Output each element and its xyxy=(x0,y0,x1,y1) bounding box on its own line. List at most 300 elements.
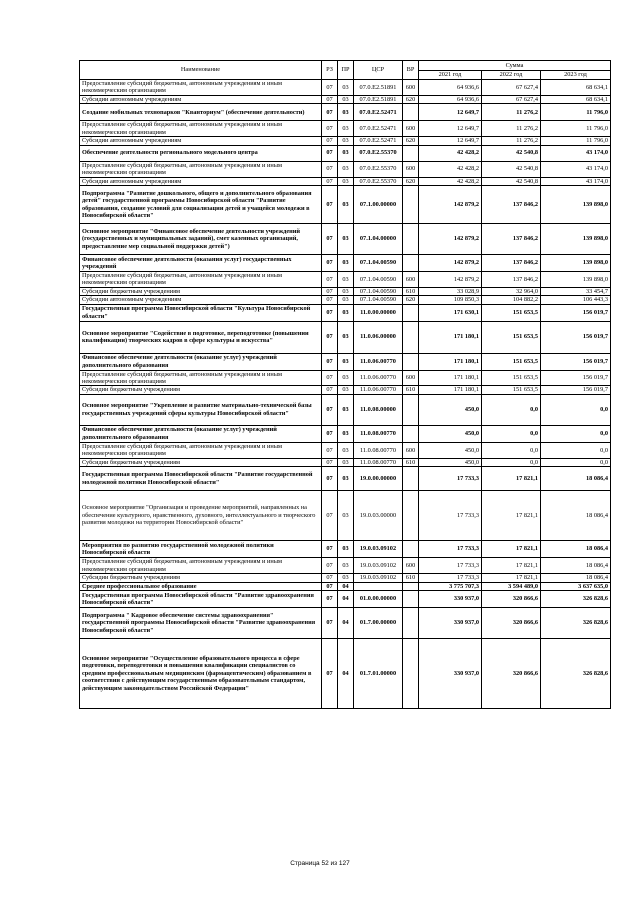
cell-rz: 07 xyxy=(322,574,338,582)
cell-csr: 19.0.03.09102 xyxy=(354,558,403,574)
cell-vr xyxy=(403,541,419,558)
cell-name: Субсидии бюджетным учреждениям xyxy=(80,574,322,582)
cell-pr: 03 xyxy=(338,296,354,304)
cell-csr: 07.1.00.00000 xyxy=(354,186,403,224)
header-name: Наименование xyxy=(80,61,322,80)
cell-2022: 11 276,2 xyxy=(482,121,541,137)
cell-rz: 07 xyxy=(322,321,338,353)
cell-pr: 03 xyxy=(338,161,354,177)
cell-pr: 03 xyxy=(338,386,354,394)
cell-csr: 01.0.00.00000 xyxy=(354,590,403,607)
cell-name: Предоставление субсидий бюджетным, автономным учреждениям и иным некоммерческим организациям xyxy=(80,272,322,288)
cell-csr: 07.1.04.00000 xyxy=(354,224,403,255)
cell-rz: 07 xyxy=(322,442,338,458)
cell-name: Субсидии автономным учреждениям xyxy=(80,137,322,145)
cell-rz: 07 xyxy=(322,137,338,145)
cell-csr: 19.0.03.09102 xyxy=(354,574,403,582)
table-row xyxy=(80,607,611,638)
cell-2023: 43 174,0 xyxy=(541,177,611,185)
cell-vr xyxy=(403,145,419,161)
cell-2022: 67 627,4 xyxy=(482,95,541,103)
cell-2021: 142 879,2 xyxy=(419,255,482,272)
cell-2022: 17 821,1 xyxy=(482,541,541,558)
cell-name: Субсидии автономным учреждениям xyxy=(80,95,322,103)
cell-2023: 156 019,7 xyxy=(541,386,611,394)
cell-2022: 0,0 xyxy=(482,442,541,458)
cell-2022: 67 627,4 xyxy=(482,80,541,96)
cell-csr: 07.0.E2.55370 xyxy=(354,145,403,161)
cell-vr xyxy=(403,304,419,321)
cell-csr: 19.0.03.00000 xyxy=(354,491,403,541)
cell-pr: 03 xyxy=(338,442,354,458)
cell-2023: 11 796,0 xyxy=(541,137,611,145)
cell-2023: 0,0 xyxy=(541,394,611,425)
cell-2021: 450,0 xyxy=(419,425,482,442)
table-row xyxy=(80,80,611,96)
cell-csr: 07.0.E2.52471 xyxy=(354,104,403,121)
cell-2023: 68 634,1 xyxy=(541,80,611,96)
table-row xyxy=(80,95,611,103)
cell-2022: 17 821,1 xyxy=(482,491,541,541)
cell-2021: 109 850,3 xyxy=(419,296,482,304)
table-row xyxy=(80,386,611,394)
table-row xyxy=(80,541,611,558)
cell-name: Субсидии бюджетным учреждениям xyxy=(80,386,322,394)
cell-2021: 12 649,7 xyxy=(419,137,482,145)
cell-2022: 151 653,5 xyxy=(482,304,541,321)
cell-name: Мероприятия по развитию государственной молодежной политики Новосибирской области xyxy=(80,541,322,558)
table-row xyxy=(80,370,611,386)
cell-name: Предоставление субсидий бюджетным, автономным учреждениям и иным некоммерческим организациям xyxy=(80,442,322,458)
cell-name: Государственная программа Новосибирской области "Развитие здравоохранения Новосибирской области" xyxy=(80,590,322,607)
cell-rz: 07 xyxy=(322,590,338,607)
header-rz: РЗ xyxy=(322,61,338,80)
table-row xyxy=(80,582,611,590)
cell-pr: 04 xyxy=(338,607,354,638)
cell-rz: 07 xyxy=(322,177,338,185)
cell-rz: 07 xyxy=(322,458,338,466)
table-row xyxy=(80,425,611,442)
cell-2021: 33 028,9 xyxy=(419,287,482,295)
cell-name: Предоставление субсидий бюджетным, автономным учреждениям и иным некоммерческим организациям xyxy=(80,161,322,177)
cell-vr xyxy=(403,582,419,590)
cell-2023: 156 019,7 xyxy=(541,353,611,370)
cell-2021: 17 733,3 xyxy=(419,541,482,558)
cell-vr: 600 xyxy=(403,272,419,288)
cell-rz: 07 xyxy=(322,145,338,161)
cell-pr: 03 xyxy=(338,177,354,185)
cell-2023: 11 796,0 xyxy=(541,104,611,121)
cell-2023: 18 086,4 xyxy=(541,467,611,491)
cell-2023: 18 086,4 xyxy=(541,491,611,541)
cell-name: Обеспечение деятельности регионального модельного центра xyxy=(80,145,322,161)
cell-2023: 0,0 xyxy=(541,425,611,442)
table-row xyxy=(80,304,611,321)
cell-rz: 07 xyxy=(322,296,338,304)
cell-vr: 600 xyxy=(403,370,419,386)
cell-2022: 11 276,2 xyxy=(482,137,541,145)
cell-rz: 07 xyxy=(322,304,338,321)
cell-rz: 07 xyxy=(322,394,338,425)
table-row xyxy=(80,574,611,582)
cell-name: Субсидии бюджетным учреждениям xyxy=(80,287,322,295)
cell-vr xyxy=(403,255,419,272)
cell-pr: 03 xyxy=(338,321,354,353)
cell-vr xyxy=(403,104,419,121)
cell-vr: 600 xyxy=(403,80,419,96)
cell-csr: 11.0.06.00000 xyxy=(354,321,403,353)
table-row xyxy=(80,638,611,708)
table-row xyxy=(80,272,611,288)
cell-2023: 139 898,0 xyxy=(541,272,611,288)
cell-pr: 03 xyxy=(338,353,354,370)
cell-name: Финансовое обеспечение деятельности (оказания услуг) государственных учреждений xyxy=(80,255,322,272)
cell-rz: 07 xyxy=(322,491,338,541)
cell-pr: 03 xyxy=(338,255,354,272)
cell-pr: 03 xyxy=(338,425,354,442)
cell-rz: 07 xyxy=(322,582,338,590)
cell-2022: 137 846,2 xyxy=(482,186,541,224)
cell-2023: 139 898,0 xyxy=(541,186,611,224)
cell-csr: 01.7.00.00000 xyxy=(354,607,403,638)
cell-vr xyxy=(403,638,419,708)
cell-csr: 07.1.04.00590 xyxy=(354,287,403,295)
cell-2022: 151 653,5 xyxy=(482,386,541,394)
cell-2021: 64 936,6 xyxy=(419,80,482,96)
cell-csr: 07.0.E2.52471 xyxy=(354,121,403,137)
cell-2022: 151 653,5 xyxy=(482,370,541,386)
cell-vr: 620 xyxy=(403,177,419,185)
table-row xyxy=(80,177,611,185)
header-year-2022: 2022 год xyxy=(482,71,541,80)
table-row xyxy=(80,467,611,491)
cell-rz: 07 xyxy=(322,121,338,137)
cell-csr xyxy=(354,582,403,590)
cell-pr: 03 xyxy=(338,491,354,541)
table-row xyxy=(80,224,611,255)
cell-2022: 11 276,2 xyxy=(482,104,541,121)
cell-rz: 07 xyxy=(322,541,338,558)
cell-2023: 156 019,7 xyxy=(541,321,611,353)
cell-name: Предоставление субсидий бюджетным, автономным учреждениям и иным некоммерческим организациям xyxy=(80,558,322,574)
cell-2023: 139 898,0 xyxy=(541,224,611,255)
cell-2021: 17 733,3 xyxy=(419,491,482,541)
cell-csr: 07.1.04.00590 xyxy=(354,296,403,304)
cell-rz: 07 xyxy=(322,638,338,708)
cell-2022: 3 594 489,0 xyxy=(482,582,541,590)
cell-rz: 07 xyxy=(322,186,338,224)
cell-2023: 0,0 xyxy=(541,442,611,458)
cell-csr: 07.0.E2.52471 xyxy=(354,137,403,145)
cell-name: Предоставление субсидий бюджетным, автономным учреждениям и иным некоммерческим организациям xyxy=(80,121,322,137)
cell-vr: 600 xyxy=(403,442,419,458)
cell-vr xyxy=(403,491,419,541)
cell-csr: 11.0.06.00770 xyxy=(354,353,403,370)
cell-2023: 326 828,6 xyxy=(541,590,611,607)
table-row xyxy=(80,121,611,137)
cell-2022: 42 540,8 xyxy=(482,161,541,177)
cell-2021: 17 733,3 xyxy=(419,574,482,582)
cell-vr: 620 xyxy=(403,296,419,304)
cell-pr: 03 xyxy=(338,104,354,121)
cell-csr: 11.0.00.00000 xyxy=(354,304,403,321)
cell-2021: 450,0 xyxy=(419,458,482,466)
header-vr: ВР xyxy=(403,61,419,80)
cell-2021: 64 936,6 xyxy=(419,95,482,103)
cell-vr: 610 xyxy=(403,386,419,394)
cell-pr: 03 xyxy=(338,304,354,321)
cell-vr xyxy=(403,590,419,607)
cell-2022: 320 866,6 xyxy=(482,590,541,607)
cell-pr: 03 xyxy=(338,394,354,425)
cell-2023: 156 019,7 xyxy=(541,370,611,386)
cell-2022: 42 540,8 xyxy=(482,145,541,161)
cell-name: Финансовое обеспечение деятельности (оказание услуг) учреждений дополнительного образования xyxy=(80,353,322,370)
cell-2021: 171 180,1 xyxy=(419,321,482,353)
cell-vr: 600 xyxy=(403,121,419,137)
cell-2021: 42 428,2 xyxy=(419,161,482,177)
cell-2023: 68 634,1 xyxy=(541,95,611,103)
cell-pr: 04 xyxy=(338,590,354,607)
cell-2022: 17 821,1 xyxy=(482,467,541,491)
cell-name: Государственная программа Новосибирской области "Развитие государственной молодежной политики Новосибирской области" xyxy=(80,467,322,491)
table-row xyxy=(80,394,611,425)
cell-2022: 17 821,1 xyxy=(482,574,541,582)
cell-csr: 01.7.01.00000 xyxy=(354,638,403,708)
header-year-2021: 2021 год xyxy=(419,71,482,80)
cell-rz: 07 xyxy=(322,80,338,96)
cell-name: Подпрограмма "Развитие дошкольного, общего и дополнительного образования детей" государственной программы Новосибирской области "Развитие образования, создание условий для социализации детей и учащейся молодежи в Новосибирской области" xyxy=(80,186,322,224)
cell-rz: 07 xyxy=(322,161,338,177)
budget-table xyxy=(79,60,611,709)
cell-csr: 07.0.E2.55370 xyxy=(354,161,403,177)
cell-csr: 11.0.06.00770 xyxy=(354,370,403,386)
cell-name: Предоставление субсидий бюджетным, автономным учреждениям и иным некоммерческим организациям xyxy=(80,370,322,386)
cell-rz: 07 xyxy=(322,287,338,295)
cell-vr: 600 xyxy=(403,558,419,574)
cell-2021: 17 733,3 xyxy=(419,558,482,574)
cell-pr: 03 xyxy=(338,121,354,137)
cell-csr: 11.0.08.00770 xyxy=(354,425,403,442)
cell-rz: 07 xyxy=(322,95,338,103)
cell-2022: 104 882,2 xyxy=(482,296,541,304)
table-row xyxy=(80,353,611,370)
cell-rz: 07 xyxy=(322,558,338,574)
cell-2023: 18 086,4 xyxy=(541,558,611,574)
cell-vr xyxy=(403,425,419,442)
cell-2023: 326 828,6 xyxy=(541,607,611,638)
cell-2021: 3 775 707,3 xyxy=(419,582,482,590)
cell-name: Создание мобильных технопарков "Кванториум" (обеспечение деятельности) xyxy=(80,104,322,121)
cell-vr xyxy=(403,353,419,370)
cell-2021: 171 180,1 xyxy=(419,386,482,394)
cell-2022: 0,0 xyxy=(482,458,541,466)
table-row xyxy=(80,442,611,458)
cell-2022: 32 964,0 xyxy=(482,287,541,295)
cell-2023: 18 086,4 xyxy=(541,541,611,558)
cell-2022: 137 846,2 xyxy=(482,255,541,272)
cell-vr: 620 xyxy=(403,95,419,103)
cell-2022: 320 866,6 xyxy=(482,638,541,708)
table-row xyxy=(80,161,611,177)
header-csr: ЦСР xyxy=(354,61,403,80)
cell-2021: 450,0 xyxy=(419,442,482,458)
cell-name: Субсидии бюджетным учреждениям xyxy=(80,458,322,466)
cell-csr: 19.0.03.09102 xyxy=(354,541,403,558)
cell-pr: 03 xyxy=(338,467,354,491)
cell-rz: 07 xyxy=(322,370,338,386)
cell-2021: 17 733,3 xyxy=(419,467,482,491)
cell-rz: 07 xyxy=(322,467,338,491)
cell-2023: 0,0 xyxy=(541,458,611,466)
cell-pr: 03 xyxy=(338,95,354,103)
cell-2023: 18 086,4 xyxy=(541,574,611,582)
table-row xyxy=(80,296,611,304)
cell-csr: 11.0.08.00000 xyxy=(354,394,403,425)
table-row xyxy=(80,558,611,574)
table-row xyxy=(80,458,611,466)
cell-2021: 142 879,2 xyxy=(419,224,482,255)
cell-name: Субсидии автономным учреждениям xyxy=(80,296,322,304)
cell-vr xyxy=(403,394,419,425)
table-row xyxy=(80,321,611,353)
cell-2021: 142 879,2 xyxy=(419,272,482,288)
cell-pr: 03 xyxy=(338,186,354,224)
cell-pr: 03 xyxy=(338,541,354,558)
table-row xyxy=(80,287,611,295)
table-row xyxy=(80,590,611,607)
cell-2023: 33 454,7 xyxy=(541,287,611,295)
cell-vr: 610 xyxy=(403,458,419,466)
cell-name: Основное мероприятие "Содействие в подготовке, переподготовке (повышении квалификации) творческих кадров в сфере культуры и искусства" xyxy=(80,321,322,353)
cell-pr: 03 xyxy=(338,558,354,574)
cell-vr: 600 xyxy=(403,161,419,177)
cell-2022: 320 866,6 xyxy=(482,607,541,638)
cell-2022: 137 846,2 xyxy=(482,224,541,255)
cell-2022: 17 821,1 xyxy=(482,558,541,574)
cell-vr xyxy=(403,467,419,491)
cell-pr: 03 xyxy=(338,458,354,466)
cell-2022: 151 653,5 xyxy=(482,321,541,353)
cell-rz: 07 xyxy=(322,386,338,394)
cell-pr: 03 xyxy=(338,80,354,96)
cell-2022: 0,0 xyxy=(482,425,541,442)
cell-pr: 03 xyxy=(338,287,354,295)
cell-rz: 07 xyxy=(322,425,338,442)
cell-2021: 330 937,0 xyxy=(419,607,482,638)
cell-csr: 07.1.04.00590 xyxy=(354,255,403,272)
cell-2022: 137 846,2 xyxy=(482,272,541,288)
cell-2021: 171 180,1 xyxy=(419,370,482,386)
cell-csr: 11.0.08.00770 xyxy=(354,442,403,458)
cell-name: Субсидии автономным учреждениям xyxy=(80,177,322,185)
cell-vr: 610 xyxy=(403,574,419,582)
cell-csr: 07.0.E2.51891 xyxy=(354,95,403,103)
cell-2021: 12 649,7 xyxy=(419,104,482,121)
cell-2021: 330 937,0 xyxy=(419,590,482,607)
cell-rz: 07 xyxy=(322,353,338,370)
cell-2021: 142 879,2 xyxy=(419,186,482,224)
table-row xyxy=(80,186,611,224)
cell-name: Финансовое обеспечение деятельности (оказание услуг) учреждений дополнительного образования xyxy=(80,425,322,442)
cell-pr: 03 xyxy=(338,272,354,288)
cell-name: Основное мероприятие "Финансовое обеспечение деятельности учреждений (государственных и муниципальных заданий), смет казенных организаций, предоставление мер социальной поддержки детей") xyxy=(80,224,322,255)
cell-csr: 07.0.E2.51891 xyxy=(354,80,403,96)
header-pr: ПР xyxy=(338,61,354,80)
cell-rz: 07 xyxy=(322,255,338,272)
cell-pr: 03 xyxy=(338,137,354,145)
cell-name: Среднее профессиональное образование xyxy=(80,582,322,590)
table-row xyxy=(80,137,611,145)
cell-name: Основное мероприятие "Укрепление и развитие материально-технической базы государственных учреждений сферы культуры Новосибирской области" xyxy=(80,394,322,425)
cell-name: Предоставление субсидий бюджетным, автономным учреждениям и иным некоммерческим организациям xyxy=(80,80,322,96)
cell-2023: 11 796,0 xyxy=(541,121,611,137)
cell-rz: 07 xyxy=(322,104,338,121)
header-year-2023: 2023 год xyxy=(541,71,611,80)
cell-2023: 43 174,0 xyxy=(541,145,611,161)
cell-2021: 450,0 xyxy=(419,394,482,425)
cell-2021: 42 428,2 xyxy=(419,145,482,161)
cell-name: Подпрограмма " Кадровое обеспечение системы здравоохранения" государственной программы Новосибирской области "Развитие здравоохранения Новосибирской области" xyxy=(80,607,322,638)
page-number: Страница 52 из 127 xyxy=(290,860,350,867)
cell-pr: 03 xyxy=(338,574,354,582)
cell-pr: 03 xyxy=(338,224,354,255)
cell-vr xyxy=(403,607,419,638)
cell-2022: 0,0 xyxy=(482,394,541,425)
cell-2023: 326 828,6 xyxy=(541,638,611,708)
cell-pr: 03 xyxy=(338,370,354,386)
cell-name: Основное мероприятие "Осуществление образовательного процесса в сфере подготовки, переподготовки и повышения квалификации специалистов со средним профессиональным медицинским (фармацевтическим) образованием в соответствии с действующим государственным образовательным стандартом, действующим законодательством Российской Федерации" xyxy=(80,638,322,708)
cell-csr: 11.0.06.00770 xyxy=(354,386,403,394)
cell-2023: 106 443,3 xyxy=(541,296,611,304)
cell-pr: 04 xyxy=(338,582,354,590)
table-body xyxy=(80,80,611,709)
cell-2021: 330 937,0 xyxy=(419,638,482,708)
table-row xyxy=(80,255,611,272)
cell-2023: 139 898,0 xyxy=(541,255,611,272)
cell-csr: 07.1.04.00590 xyxy=(354,272,403,288)
header-sum: Сумма xyxy=(419,61,611,71)
table-row xyxy=(80,491,611,541)
cell-csr: 19.0.00.00000 xyxy=(354,467,403,491)
cell-rz: 07 xyxy=(322,272,338,288)
cell-2023: 156 019,7 xyxy=(541,304,611,321)
cell-rz: 07 xyxy=(322,224,338,255)
cell-vr: 620 xyxy=(403,137,419,145)
table-row xyxy=(80,104,611,121)
cell-csr: 07.0.E2.55370 xyxy=(354,177,403,185)
cell-2021: 12 649,7 xyxy=(419,121,482,137)
cell-2022: 42 540,8 xyxy=(482,177,541,185)
cell-name: Основное мероприятие "Организация и проведение мероприятий, направленных на обеспечение культурного, нравственного, духовного, интеллектуального и творческого развития молодежи на территории Новосибирской области" xyxy=(80,491,322,541)
cell-rz: 07 xyxy=(322,607,338,638)
cell-2021: 171 630,1 xyxy=(419,304,482,321)
cell-2021: 171 180,1 xyxy=(419,353,482,370)
cell-2022: 151 653,5 xyxy=(482,353,541,370)
cell-pr: 03 xyxy=(338,145,354,161)
cell-vr xyxy=(403,224,419,255)
cell-pr: 04 xyxy=(338,638,354,708)
cell-vr xyxy=(403,186,419,224)
table-row xyxy=(80,145,611,161)
cell-name: Государственная программа Новосибирской области "Культура Новосибирской области" xyxy=(80,304,322,321)
cell-vr: 610 xyxy=(403,287,419,295)
cell-csr: 11.0.08.00770 xyxy=(354,458,403,466)
cell-2023: 43 174,0 xyxy=(541,161,611,177)
cell-2021: 42 428,2 xyxy=(419,177,482,185)
cell-2023: 3 637 635,0 xyxy=(541,582,611,590)
cell-vr xyxy=(403,321,419,353)
